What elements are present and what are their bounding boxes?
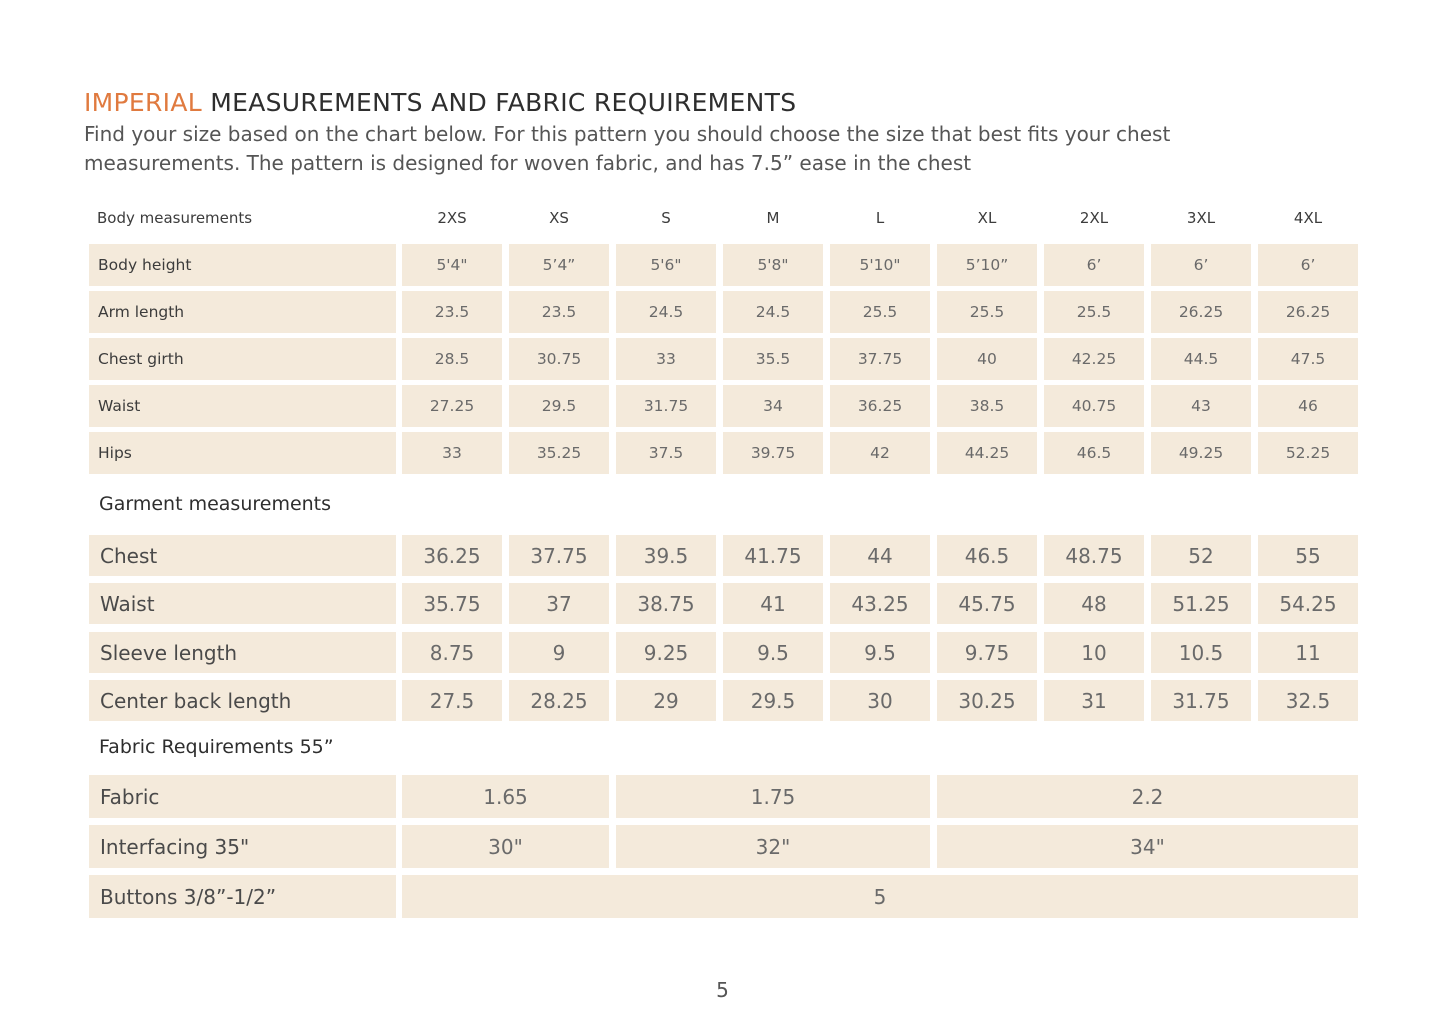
table-cell: 9.5 bbox=[723, 632, 823, 673]
table-cell: 23.5 bbox=[509, 291, 609, 333]
size-header-2xl: 2XL bbox=[1079, 209, 1109, 227]
table-cell: 29.5 bbox=[723, 680, 823, 721]
row-label: Chest bbox=[89, 535, 396, 576]
table-cell: 24.5 bbox=[723, 291, 823, 333]
table-cell: 37 bbox=[509, 583, 609, 624]
garment-measurements-heading: Garment measurements bbox=[99, 493, 332, 515]
table-cell: 46 bbox=[1258, 385, 1358, 427]
table-cell: 44 bbox=[830, 535, 930, 576]
table-cell-merged: 1.75 bbox=[616, 775, 930, 818]
table-cell: 43.25 bbox=[830, 583, 930, 624]
table-cell: 31.75 bbox=[1151, 680, 1251, 721]
table-cell: 30.25 bbox=[937, 680, 1037, 721]
table-cell: 11 bbox=[1258, 632, 1358, 673]
row-label: Waist bbox=[89, 583, 396, 624]
table-cell: 33 bbox=[616, 338, 716, 380]
table-cell: 28.25 bbox=[509, 680, 609, 721]
table-cell: 49.25 bbox=[1151, 432, 1251, 474]
table-cell: 48.75 bbox=[1044, 535, 1144, 576]
table-cell: 27.25 bbox=[402, 385, 502, 427]
table-cell-merged: 34" bbox=[937, 825, 1358, 868]
table-cell: 39.75 bbox=[723, 432, 823, 474]
row-label: Body height bbox=[89, 244, 396, 286]
row-label: Chest girth bbox=[89, 338, 396, 380]
table-cell: 32.5 bbox=[1258, 680, 1358, 721]
table-cell: 23.5 bbox=[402, 291, 502, 333]
fabric-requirements-heading: Fabric Requirements 55” bbox=[99, 736, 334, 758]
table-cell: 43 bbox=[1151, 385, 1251, 427]
table-cell: 52.25 bbox=[1258, 432, 1358, 474]
table-cell: 26.25 bbox=[1258, 291, 1358, 333]
table-cell: 34 bbox=[723, 385, 823, 427]
table-cell: 51.25 bbox=[1151, 583, 1251, 624]
table-cell: 30 bbox=[830, 680, 930, 721]
table-cell: 35.25 bbox=[509, 432, 609, 474]
size-header-2xs: 2XS bbox=[437, 209, 467, 227]
table-cell: 54.25 bbox=[1258, 583, 1358, 624]
table-cell: 24.5 bbox=[616, 291, 716, 333]
row-label: Arm length bbox=[89, 291, 396, 333]
table-cell: 6’ bbox=[1044, 244, 1144, 286]
table-cell-merged: 30" bbox=[402, 825, 609, 868]
table-cell: 35.5 bbox=[723, 338, 823, 380]
table-cell: 5'10" bbox=[830, 244, 930, 286]
size-header-m: M bbox=[766, 209, 780, 227]
table-cell: 37.75 bbox=[509, 535, 609, 576]
table-cell: 28.5 bbox=[402, 338, 502, 380]
table-cell: 33 bbox=[402, 432, 502, 474]
table-cell: 25.5 bbox=[1044, 291, 1144, 333]
row-label: Interfacing 35" bbox=[89, 825, 396, 868]
table-cell: 8.75 bbox=[402, 632, 502, 673]
table-cell: 46.5 bbox=[937, 535, 1037, 576]
table-cell: 5’10” bbox=[937, 244, 1037, 286]
size-header-xs: XS bbox=[549, 209, 569, 227]
table-cell: 5'6" bbox=[616, 244, 716, 286]
size-header-4xl: 4XL bbox=[1293, 209, 1323, 227]
table-cell: 40.75 bbox=[1044, 385, 1144, 427]
table-cell: 29 bbox=[616, 680, 716, 721]
table-cell: 6’ bbox=[1258, 244, 1358, 286]
table-cell: 35.75 bbox=[402, 583, 502, 624]
table-cell: 40 bbox=[937, 338, 1037, 380]
table-cell: 31 bbox=[1044, 680, 1144, 721]
table-cell: 41 bbox=[723, 583, 823, 624]
table-cell: 39.5 bbox=[616, 535, 716, 576]
size-header-l: L bbox=[875, 209, 885, 227]
table-cell: 10.5 bbox=[1151, 632, 1251, 673]
table-cell: 38.75 bbox=[616, 583, 716, 624]
size-header-3xl: 3XL bbox=[1186, 209, 1216, 227]
table-cell-merged: 2.2 bbox=[937, 775, 1358, 818]
table-cell: 6’ bbox=[1151, 244, 1251, 286]
table-cell: 10 bbox=[1044, 632, 1144, 673]
table-cell: 31.75 bbox=[616, 385, 716, 427]
table-cell: 9 bbox=[509, 632, 609, 673]
table-cell: 36.25 bbox=[830, 385, 930, 427]
table-cell: 5'4" bbox=[402, 244, 502, 286]
page-number: 5 bbox=[716, 978, 729, 1002]
table-cell: 25.5 bbox=[830, 291, 930, 333]
row-label: Buttons 3/8”-1/2” bbox=[89, 875, 396, 918]
table-cell: 42.25 bbox=[1044, 338, 1144, 380]
table-cell: 9.75 bbox=[937, 632, 1037, 673]
table-cell: 5’4” bbox=[509, 244, 609, 286]
table-cell: 44.5 bbox=[1151, 338, 1251, 380]
body-measurements-header: Body measurements bbox=[97, 209, 253, 227]
size-header-s: S bbox=[661, 209, 671, 227]
size-header-xl: XL bbox=[977, 209, 997, 227]
row-label: Waist bbox=[89, 385, 396, 427]
table-cell: 41.75 bbox=[723, 535, 823, 576]
intro-text: Find your size based on the chart below. For this pattern you should choose the size that best fits your chest measurements. The pattern is designed for woven fabric, and has 7.5” ease in the chest bbox=[84, 122, 1171, 175]
table-cell: 42 bbox=[830, 432, 930, 474]
table-cell-merged: 32" bbox=[616, 825, 930, 868]
table-cell: 45.75 bbox=[937, 583, 1037, 624]
row-label: Fabric bbox=[89, 775, 396, 818]
table-cell: 47.5 bbox=[1258, 338, 1358, 380]
table-cell: 27.5 bbox=[402, 680, 502, 721]
table-cell: 46.5 bbox=[1044, 432, 1144, 474]
table-cell: 5'8" bbox=[723, 244, 823, 286]
title-accent: IMPERIAL bbox=[84, 88, 202, 117]
table-cell: 30.75 bbox=[509, 338, 609, 380]
table-cell: 52 bbox=[1151, 535, 1251, 576]
table-cell: 55 bbox=[1258, 535, 1358, 576]
table-cell: 44.25 bbox=[937, 432, 1037, 474]
row-label: Center back length bbox=[89, 680, 396, 721]
row-label: Sleeve length bbox=[89, 632, 396, 673]
table-cell: 25.5 bbox=[937, 291, 1037, 333]
table-cell: 48 bbox=[1044, 583, 1144, 624]
table-cell: 37.75 bbox=[830, 338, 930, 380]
row-label: Hips bbox=[89, 432, 396, 474]
table-cell-merged: 5 bbox=[402, 875, 1358, 918]
title-rest: MEASUREMENTS AND FABRIC REQUIREMENTS bbox=[202, 88, 797, 117]
table-cell: 26.25 bbox=[1151, 291, 1251, 333]
table-cell: 38.5 bbox=[937, 385, 1037, 427]
table-cell: 9.25 bbox=[616, 632, 716, 673]
table-cell: 29.5 bbox=[509, 385, 609, 427]
table-cell-merged: 1.65 bbox=[402, 775, 609, 818]
page-title bbox=[84, 88, 796, 117]
table-cell: 37.5 bbox=[616, 432, 716, 474]
table-cell: 9.5 bbox=[830, 632, 930, 673]
table-cell: 36.25 bbox=[402, 535, 502, 576]
